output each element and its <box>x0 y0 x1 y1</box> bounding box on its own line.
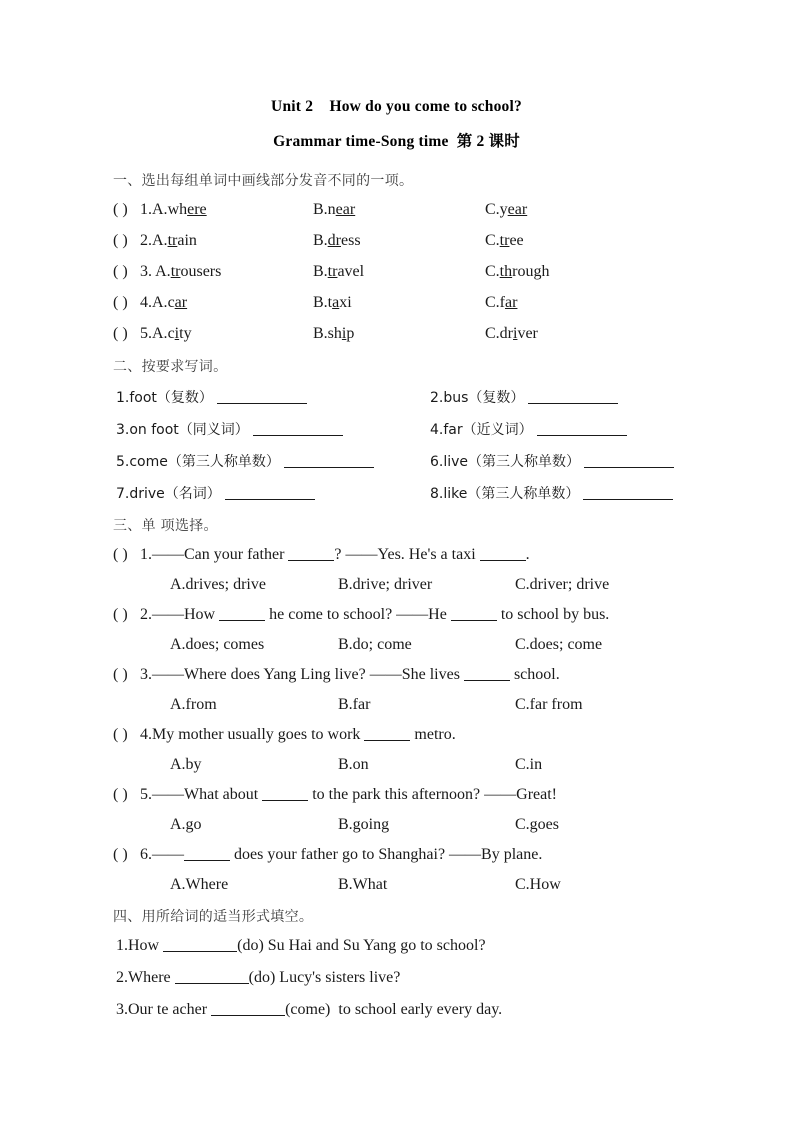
document-body <box>113 98 680 1033</box>
pronunciation-item <box>113 201 680 218</box>
option-c[interactable]: C.driver <box>485 325 538 342</box>
question-text: 3.——Where does Yang Ling live? ——She lives school. <box>140 666 560 683</box>
question-text: 5.——What about to the park this afternoon? ——Great! <box>140 786 558 803</box>
option-b[interactable]: B.dress <box>313 232 361 249</box>
answer-bracket[interactable]: ( ) <box>113 325 128 342</box>
answer-bracket[interactable]: ( ) <box>113 846 128 863</box>
choice-c[interactable]: C.goes <box>515 816 559 833</box>
option-a[interactable]: 3. A.trousers <box>140 263 222 280</box>
word-form-left: 3.on foot（同义词） <box>116 419 343 439</box>
word-form-left: 5.come（第三人称单数） <box>116 451 374 471</box>
mc-question <box>113 726 680 743</box>
option-a[interactable]: 2.A.train <box>140 232 197 249</box>
mc-question <box>113 546 680 563</box>
word-form-right: 6.live（第三人称单数） <box>430 451 674 471</box>
answer-bracket[interactable]: ( ) <box>113 666 128 683</box>
answer-blank[interactable] <box>217 403 307 404</box>
part-3-questions <box>113 546 680 893</box>
answer-blank[interactable] <box>163 951 237 952</box>
word-form-row <box>113 451 680 468</box>
answer-bracket[interactable]: ( ) <box>113 232 128 249</box>
word-form-row <box>113 483 680 500</box>
mc-choices <box>113 576 680 593</box>
answer-blank[interactable] <box>288 560 334 561</box>
word-form-row <box>113 419 680 436</box>
answer-bracket[interactable]: ( ) <box>113 294 128 311</box>
choice-c[interactable]: C.far from <box>515 696 583 713</box>
part-4-items <box>113 937 680 1018</box>
pronunciation-item <box>113 263 680 280</box>
answer-blank[interactable] <box>284 467 374 468</box>
option-b[interactable]: B.ship <box>313 325 355 342</box>
fill-in-text: 2.Where (do) Lucy's sisters live? <box>116 969 401 986</box>
mc-choices <box>113 696 680 713</box>
answer-blank[interactable] <box>583 499 673 500</box>
pronunciation-item <box>113 325 680 342</box>
answer-blank[interactable] <box>464 680 510 681</box>
option-c[interactable]: C.far <box>485 294 518 311</box>
option-b[interactable]: B.taxi <box>313 294 352 311</box>
choice-a[interactable]: A.by <box>170 756 202 773</box>
choice-c[interactable]: C.in <box>515 756 543 773</box>
answer-bracket[interactable]: ( ) <box>113 263 128 280</box>
pronunciation-item <box>113 232 680 249</box>
option-b[interactable]: B.near <box>313 201 356 218</box>
question-text: 4.My mother usually goes to work metro. <box>140 726 456 743</box>
option-b[interactable]: B.travel <box>313 263 365 280</box>
word-form-left: 7.drive（名词） <box>116 483 315 503</box>
choice-c[interactable]: C.does; come <box>515 636 603 653</box>
mc-choices <box>113 756 680 773</box>
answer-blank[interactable] <box>184 860 230 861</box>
answer-blank[interactable] <box>451 620 497 621</box>
section-heading-part-1: 一、选出每组单词中画线部分发音不同的一项。 <box>113 173 414 189</box>
choice-c[interactable]: C.driver; drive <box>515 576 610 593</box>
option-c[interactable]: C.tree <box>485 232 524 249</box>
choice-b[interactable]: B.going <box>338 816 390 833</box>
section-heading-part-2: 二、按要求写词。 <box>113 359 228 375</box>
worksheet-title-line-1: Unit 2 How do you come to school? <box>271 98 522 115</box>
fill-in-row <box>113 969 680 986</box>
answer-blank[interactable] <box>364 740 410 741</box>
answer-blank[interactable] <box>175 983 249 984</box>
section-heading-part-4: 四、用所给词的适当形式填空。 <box>113 909 314 925</box>
part-2-items <box>113 387 680 500</box>
worksheet-title-line-2: Grammar time-Song time 第 2 课时 <box>273 133 520 150</box>
word-form-row <box>113 387 680 404</box>
section-heading-part-3: 三、单 项选择。 <box>113 518 218 534</box>
question-text: 6.—— does your father go to Shanghai? ——By plane. <box>140 846 543 863</box>
choice-a[interactable]: A.from <box>170 696 217 713</box>
choice-b[interactable]: B.on <box>338 756 369 773</box>
choice-c[interactable]: C.How <box>515 876 561 893</box>
question-text: 2.——How he come to school? ——He to school by bus. <box>140 606 610 623</box>
answer-blank[interactable] <box>225 499 315 500</box>
choice-b[interactable]: B.far <box>338 696 371 713</box>
mc-choices <box>113 816 680 833</box>
answer-bracket[interactable]: ( ) <box>113 606 128 623</box>
choice-a[interactable]: A.drives; drive <box>170 576 266 593</box>
choice-b[interactable]: B.drive; driver <box>338 576 433 593</box>
fill-in-row <box>113 937 680 954</box>
answer-blank[interactable] <box>480 560 526 561</box>
word-form-left: 1.foot（复数） <box>116 387 307 407</box>
part-1-items <box>113 201 680 342</box>
choice-a[interactable]: A.does; comes <box>170 636 265 653</box>
answer-blank[interactable] <box>584 467 674 468</box>
option-a[interactable]: 5.A.city <box>140 325 192 342</box>
answer-blank[interactable] <box>253 435 343 436</box>
mc-question <box>113 786 680 803</box>
mc-question <box>113 846 680 863</box>
answer-blank[interactable] <box>211 1015 285 1016</box>
choice-a[interactable]: A.go <box>170 816 202 833</box>
option-a[interactable]: 4.A.car <box>140 294 188 311</box>
choice-a[interactable]: A.Where <box>170 876 229 893</box>
word-form-right: 2.bus（复数） <box>430 387 618 407</box>
answer-blank[interactable] <box>528 403 618 404</box>
mc-question <box>113 606 680 623</box>
answer-bracket[interactable]: ( ) <box>113 786 128 803</box>
choice-b[interactable]: B.What <box>338 876 388 893</box>
answer-blank[interactable] <box>537 435 627 436</box>
answer-blank[interactable] <box>262 800 308 801</box>
option-c[interactable]: C.year <box>485 201 528 218</box>
word-form-right: 4.far（近义词） <box>430 419 627 439</box>
fill-in-text: 3.Our te acher (come) to school early every day. <box>116 1001 503 1018</box>
mc-choices <box>113 876 680 893</box>
option-c[interactable]: C.through <box>485 263 550 280</box>
fill-in-row <box>113 1001 680 1018</box>
fill-in-text: 1.How (do) Su Hai and Su Yang go to school? <box>116 937 486 954</box>
option-a[interactable]: 1.A.where <box>140 201 207 218</box>
answer-blank[interactable] <box>219 620 265 621</box>
mc-choices <box>113 636 680 653</box>
pronunciation-item <box>113 294 680 311</box>
word-form-right: 8.like（第三人称单数） <box>430 483 673 503</box>
question-text: 1.——Can your father ? ——Yes. He's a taxi . <box>140 546 530 563</box>
answer-bracket[interactable]: ( ) <box>113 726 128 743</box>
mc-question <box>113 666 680 683</box>
answer-bracket[interactable]: ( ) <box>113 546 128 563</box>
choice-b[interactable]: B.do; come <box>338 636 412 653</box>
answer-bracket[interactable]: ( ) <box>113 201 128 218</box>
